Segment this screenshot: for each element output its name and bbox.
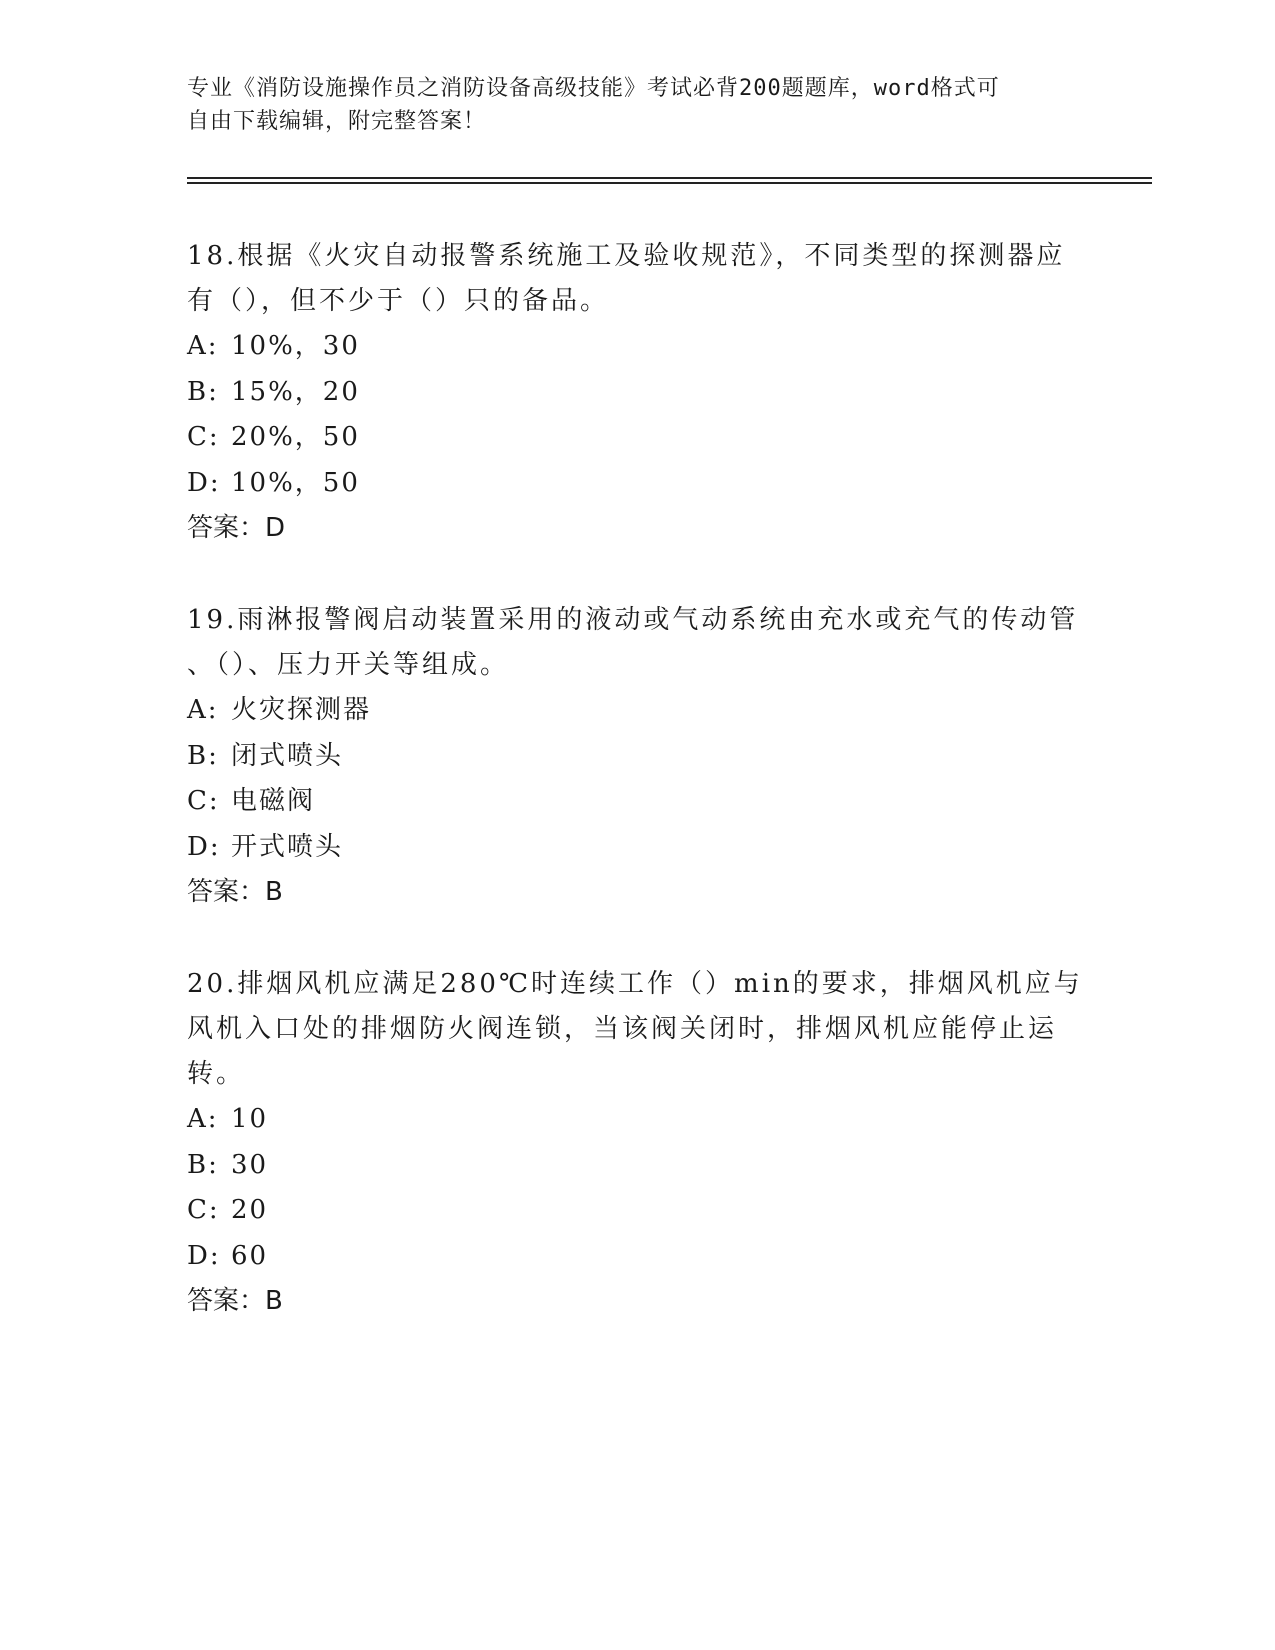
option-text: 20%，50 xyxy=(231,422,360,452)
option-text: 闭式喷头 xyxy=(231,740,344,771)
option-text: 30 xyxy=(231,1149,269,1180)
option-key: B: xyxy=(187,740,219,771)
option-text: 火灾探测器 xyxy=(231,695,372,725)
answer-line: 答案：B xyxy=(187,1286,283,1316)
option-c xyxy=(187,779,1087,825)
option-a xyxy=(187,324,1087,370)
header-line-1: 专业《消防设施操作员之消防设备高级技能》考试必背200题题库，word格式可 xyxy=(187,76,1000,101)
option-text: 开式喷头 xyxy=(231,831,344,862)
option-key: C: xyxy=(187,786,220,816)
question-stem-line: 、（）、压力开关等组成。 xyxy=(187,650,510,680)
question-19 xyxy=(187,598,1087,915)
option-key: D: xyxy=(187,467,221,498)
question-stem-line: 有（），但不少于（）只的备品。 xyxy=(187,286,610,316)
option-key: B: xyxy=(187,1149,219,1180)
question-stem-line: 风机入口处的排烟防火阀连锁，当该阀关闭时，排烟风机应能停止运 xyxy=(187,1014,1058,1044)
header-line-2: 自由下载编辑，附完整答案！ xyxy=(187,109,487,134)
option-text: 10 xyxy=(231,1104,269,1134)
option-key: D: xyxy=(187,1240,221,1271)
option-key: C: xyxy=(187,422,220,452)
option-text: 20 xyxy=(231,1195,269,1225)
option-key: D: xyxy=(187,831,221,862)
option-b xyxy=(187,734,1087,780)
header-divider-bottom xyxy=(187,182,1152,184)
question-stem-line: 18.根据《火灾自动报警系统施工及验收规范》，不同类型的探测器应 xyxy=(187,241,1066,271)
question-stem-line: 转。 xyxy=(187,1059,246,1089)
option-text: 15%，20 xyxy=(231,376,360,407)
header-divider-top xyxy=(187,177,1152,179)
option-a xyxy=(187,688,1087,734)
question-18 xyxy=(187,234,1087,551)
option-text: 电磁阀 xyxy=(231,786,316,816)
option-c xyxy=(187,415,1087,461)
option-key: A: xyxy=(187,695,219,725)
option-b xyxy=(187,370,1087,416)
answer-line: 答案：D xyxy=(187,513,286,543)
question-20 xyxy=(187,962,1087,1324)
option-key: A: xyxy=(187,1104,219,1134)
option-d xyxy=(187,825,1087,871)
option-d xyxy=(187,461,1087,507)
option-text: 60 xyxy=(231,1240,269,1271)
option-b xyxy=(187,1143,1087,1189)
document-header xyxy=(187,72,1077,138)
question-stem-line: 19.雨淋报警阀启动装置采用的液动或气动系统由充水或充气的传动管 xyxy=(187,605,1079,635)
question-stem-line: 20.排烟风机应满足280℃时连续工作（）min的要求，排烟风机应与 xyxy=(187,969,1083,999)
option-key: C: xyxy=(187,1195,220,1225)
option-text: 10%，50 xyxy=(231,467,360,498)
option-text: 10%，30 xyxy=(231,331,360,361)
option-key: B: xyxy=(187,376,219,407)
option-a xyxy=(187,1097,1087,1143)
option-d xyxy=(187,1234,1087,1280)
option-c xyxy=(187,1188,1087,1234)
answer-line: 答案：B xyxy=(187,877,283,907)
option-key: A: xyxy=(187,331,219,361)
